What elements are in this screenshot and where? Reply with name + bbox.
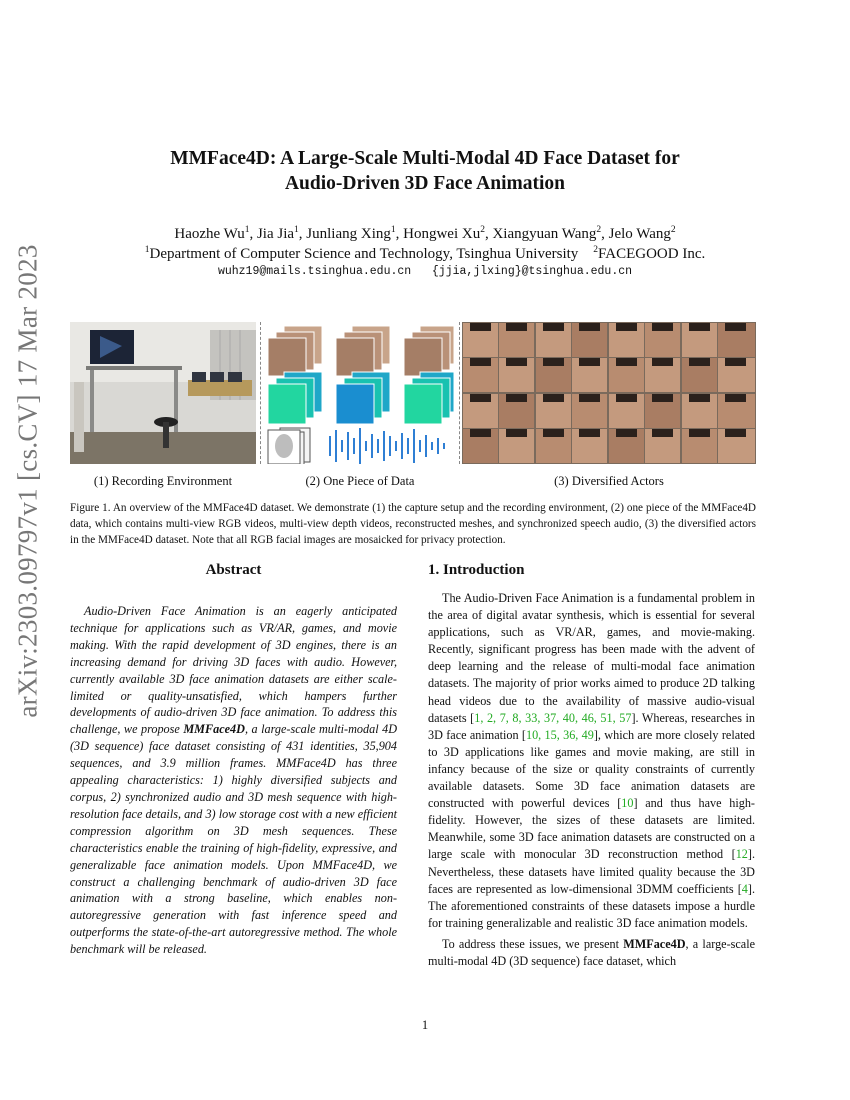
affiliation-2: FACEGOOD Inc. — [598, 246, 706, 262]
author: Jelo Wang — [608, 226, 671, 242]
introduction-body — [428, 590, 755, 970]
abstract-heading: Abstract — [205, 562, 262, 578]
intro-text: To address these issues, we present — [442, 936, 624, 951]
author-block — [90, 224, 760, 264]
intro-text: ]. Nevertheless, these datasets have limited quality because the 3D faces are represented as low-dimensional 3DMM coefficients [ — [428, 847, 755, 896]
author-sup: 1 — [390, 225, 396, 235]
author-sup: 1 — [244, 225, 250, 235]
author: Junliang Xing — [306, 226, 391, 242]
mesh-frames — [268, 428, 310, 464]
paper-title — [90, 146, 760, 196]
intro-text: , a large-scale multi-modal 4D (3D sequence) face dataset, which — [428, 936, 755, 968]
citation-link[interactable]: 12 — [735, 847, 748, 862]
author-sup: 2 — [480, 225, 485, 235]
intro-dataset-name: MMFace4D — [623, 936, 686, 951]
citation-link[interactable]: 1, 2, 7, 8, 33, 37, 40, 46, 51, 57 — [474, 710, 632, 725]
title-line-2: Audio-Driven 3D Face Animation — [284, 173, 566, 194]
panel-divider — [260, 322, 261, 464]
arxiv-id: arXiv:2303.09797v1 [cs.CV] 17 Mar 2023 — [12, 243, 43, 718]
email-2: {jjia,jlxing}@tsinghua.edu.cn — [431, 265, 633, 278]
emails — [90, 265, 760, 278]
author: Jia Jia — [256, 226, 295, 242]
author-sup: 1 — [294, 225, 299, 235]
author: Haozhe Wu — [174, 226, 245, 242]
abstract-text-1: Audio-Driven Face Animation is an eagerly anticipated technique for applications such as VR/AR, games, and movie making. With the rapid development of 3D engines, there is an increasing demand for driving 3D faces with audio. However, currently available 3D face animation datasets are either scale-limited or quality-unsatisfied, which hampers further developments of audio-driven 3D face animation. To address this challenge, we propose — [70, 604, 397, 737]
abstract-body — [70, 603, 397, 958]
intro-paragraph-1 — [428, 590, 755, 932]
recording-environment-photo — [70, 322, 256, 464]
intro-text: ] and thus have high-fidelity. However, the sizes of these datasets are limited. Meanwhile, some 3D face animation datasets are constructed on a large scale with monocular 3D reconstruction method [ — [428, 796, 755, 862]
intro-text: ]. Whereas, researches in 3D face animation [ — [428, 710, 755, 742]
abstract-text-2: , a large-scale multi-modal 4D (3D sequence) face dataset consisting of 431 identities, 35,904 sequences, and 3.9 million frames. MMFace4D has three appealing characteristics: 1) highly diversified subjects and corpus, 2) synchronized audio and 3D mesh sequence with high-resolution face details, and 3) low storage cost with a new efficient compression algorithm on 3D mesh sequences. These characteristics enable the training of high-fidelity, expressive, and generalizable face animation models. Upon MMFace4D, we construct a challenging benchmark of audio-driven 3D face animation with a strong baseline, which enables non-autoregressive generation with fast inference speed and outperforms the state-of-the-art autoregressive method. The whole benchmark will be released. — [70, 722, 397, 957]
citation-link[interactable]: 4 — [741, 881, 748, 896]
citation-link[interactable]: 10 — [621, 796, 634, 811]
abstract-dataset-name: MMFace4D — [183, 722, 245, 737]
affiliation-sup: 2 — [593, 245, 599, 255]
arxiv-stamp — [10, 243, 46, 718]
affiliations — [90, 244, 760, 264]
intro-text: ], which are more closely related to 3D applications like games and movie making, are still in infancy because of the size or quality constraints of currently available datasets. Some 3D face animation datasets are constructed with powerful devices [ — [428, 727, 756, 811]
page-number: 1 — [421, 1018, 429, 1032]
panel-divider — [459, 322, 460, 464]
actors-grid — [462, 322, 756, 464]
author: Xiangyuan Wang — [492, 226, 597, 242]
citation-link[interactable]: 10, 15, 36, 49 — [525, 727, 594, 742]
author-sup: 2 — [670, 225, 676, 235]
affiliation-1: Department of Computer Science and Technology, Tsinghua University — [149, 246, 579, 262]
data-sample-panel — [264, 322, 456, 464]
introduction-heading: 1. Introduction — [428, 562, 525, 578]
depth-frames — [268, 372, 454, 424]
email-1: wuhz19@mails.tsinghua.edu.cn — [217, 265, 412, 278]
affiliation-sup: 1 — [144, 245, 150, 255]
author-sup: 2 — [596, 225, 602, 235]
figure-label-3: (3) Diversified Actors — [554, 474, 664, 488]
intro-text: ]. The aforementioned constraints of these datasets impose a hurdle for training generalizable and realistic 3D face animation models. — [428, 881, 755, 930]
intro-text: The Audio-Driven Face Animation is a fundamental problem in the area of digital avatar synthesis, which is essential for several applications, such as VR/AR, games, and movie-making. Recently, significant progress has been made with the advent of deep learning and the release of multi-modal face animation datasets. The majority of prior works aimed to produce 2D talking head videos due to the availability of massive audio-visual datasets [ — [428, 591, 755, 725]
figure-1 — [70, 322, 756, 488]
author: Hongwei Xu — [403, 226, 481, 242]
figure-caption: Figure 1. An overview of the MMFace4D dataset. We demonstrate (1) the capture setup and the recording environment, (2) one piece of the MMFace4D data, which contains multi-view RGB videos, multi-view depth videos, reconstructed meshes, and synchronized speech audio, (3) the diversified actors in the MMFace4D dataset. Note that all RGB facial images are mosaicked for privacy protection. — [70, 502, 756, 546]
title-line-1: MMFace4D: A Large-Scale Multi-Modal 4D Face Dataset for — [170, 148, 680, 169]
intro-paragraph-2 — [428, 936, 755, 970]
author-list: Haozhe Wu$^1$, Jia Jia$^1$, Junliang Xing$^1$, Hongwei Xu$^2$, Xiangyuan Wang$^2$, Jelo Wang$^2$ — [174, 225, 676, 242]
audio-waveform — [330, 428, 444, 464]
rgb-frames — [268, 326, 454, 376]
figure-label-2: (2) One Piece of Data — [305, 474, 415, 488]
figure-label-1: (1) Recording Environment — [93, 474, 233, 488]
